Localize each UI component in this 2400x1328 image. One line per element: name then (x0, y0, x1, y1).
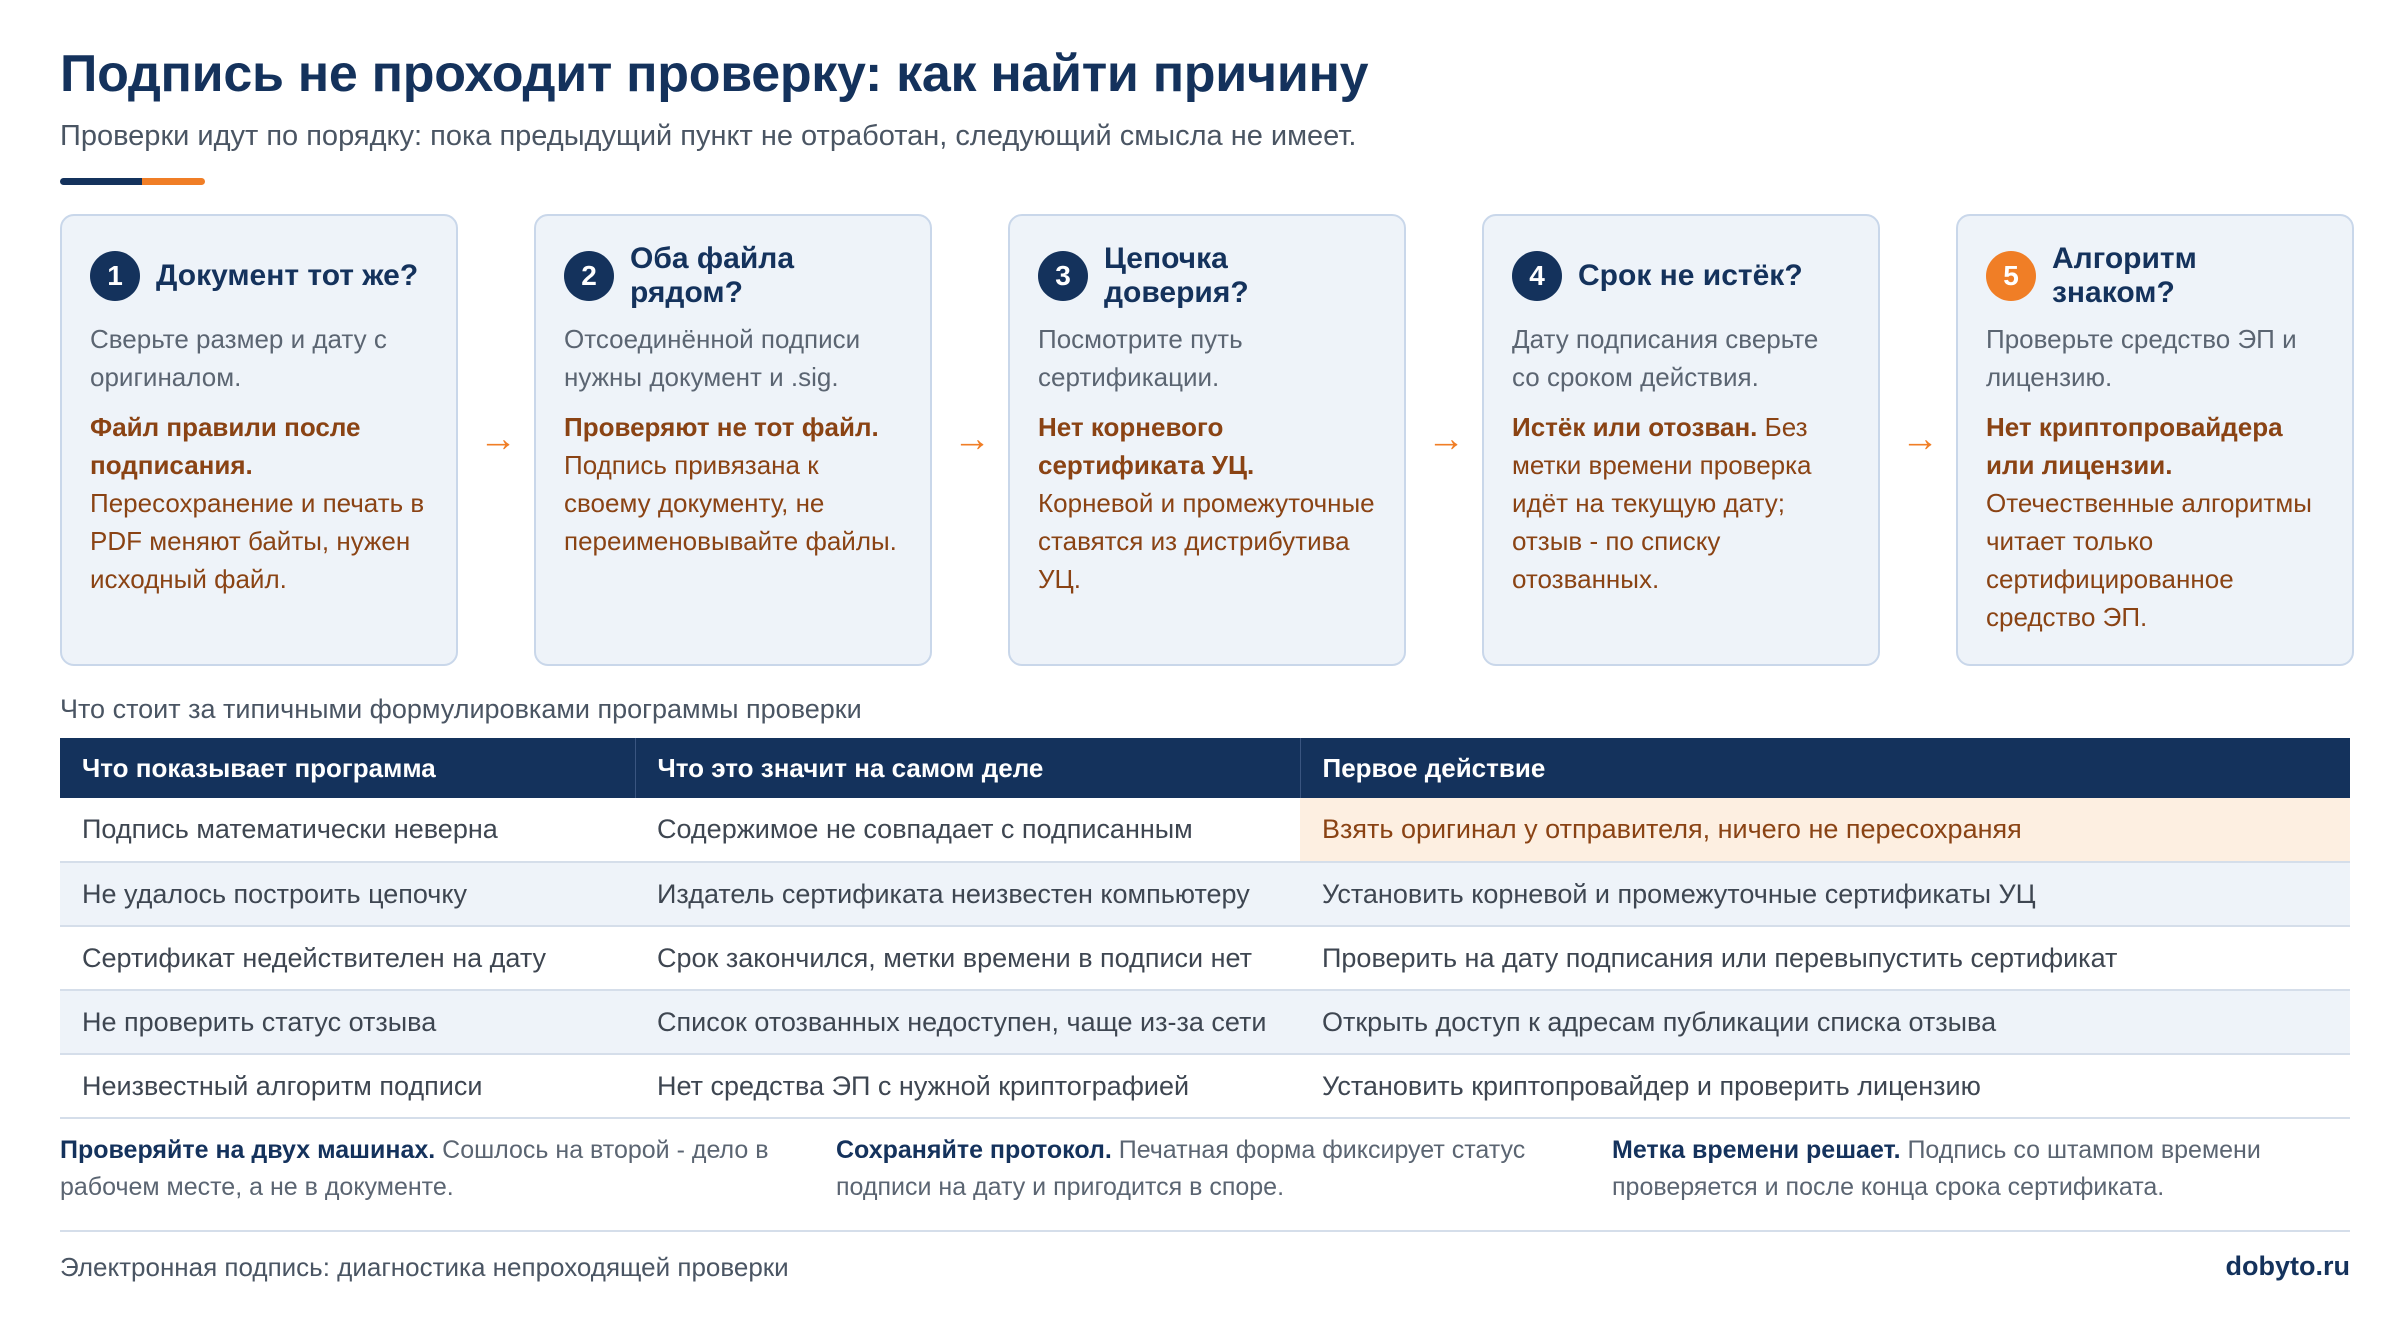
step-title: Документ тот же? (156, 259, 419, 292)
step-card-4 (1482, 214, 1880, 666)
step-card-3 (1008, 214, 1406, 666)
step-cause-text: Без метки времени проверка идёт на текущую дату; отзыв - по списку отозванных. (1512, 412, 1812, 594)
table-cell: Сертификат недействителен на дату (60, 926, 635, 990)
step-cause (1038, 408, 1376, 598)
accent-bar-navy (60, 178, 142, 185)
step-title: Цепочка доверия? (1104, 242, 1249, 309)
step-description: Проверьте средство ЭП и лицензию. (1986, 324, 2297, 392)
step-number-badge: 2 (564, 251, 614, 301)
step-card-header (90, 238, 428, 314)
table-cell: Список отозванных недоступен, чаще из-за сети (635, 990, 1300, 1054)
table-header-row (60, 738, 2350, 798)
table-row (60, 862, 2350, 926)
column-header: Что это значит на самом деле (635, 738, 1300, 798)
tip-text: Печатная форма фиксирует статус подписи на дату и пригодится в споре. (836, 1136, 1526, 1201)
page-title: Подпись не проходит проверку: как найти причину (60, 45, 1369, 103)
table-cell: Установить криптопровайдер и проверить лицензию (1300, 1054, 2350, 1118)
step-description: Дату подписания сверьте со сроком действия. (1512, 324, 1819, 392)
step-description: Сверьте размер и дату с оригиналом. (90, 324, 387, 392)
tip-bold: Сохраняйте протокол. (836, 1136, 1112, 1164)
footer-divider (60, 1230, 2350, 1232)
arrow-icon: → (479, 418, 517, 460)
step-cause-bold: Истёк или отозван. (1512, 412, 1758, 442)
step-cause-text: Подпись привязана к своему документу, не переименовывайте файлы. (564, 450, 897, 556)
arrow-icon: → (1427, 418, 1465, 460)
table-cell: Открыть доступ к адресам публикации списка отзыва (1300, 990, 2350, 1054)
table-row (60, 926, 2350, 990)
step-cause-bold: Файл правили после подписания. (90, 412, 361, 480)
step-cause (1986, 408, 2324, 636)
step-cause (564, 408, 902, 560)
page-subtitle: Проверки идут по порядку: пока предыдущий пункт не отработан, следующий смысла не имеет. (60, 120, 1357, 152)
step-cause-bold: Нет корневого сертификата УЦ. (1038, 412, 1255, 480)
step-card-header (1986, 238, 2324, 314)
step-title: Алгоритм знаком? (2052, 242, 2197, 309)
table-row (60, 990, 2350, 1054)
footer-caption: Электронная подпись: диагностика непроходящей проверки (60, 1252, 789, 1282)
diagnostics-table (60, 738, 2350, 1119)
tip (1612, 1132, 2352, 1206)
step-cause-bold: Проверяют не тот файл. (564, 412, 879, 442)
table-row (60, 1054, 2350, 1118)
table-cell-highlighted: Взять оригинал у отправителя, ничего не пересохраняя (1300, 798, 2350, 862)
column-header: Что показывает программа (60, 738, 635, 798)
step-number-badge: 5 (1986, 251, 2036, 301)
step-cause-text: Корневой и промежуточные ставятся из дистрибутива УЦ. (1038, 488, 1375, 594)
accent-bar-orange (142, 178, 205, 185)
step-card-header (1038, 238, 1376, 314)
step-card-header (1512, 238, 1850, 314)
column-header: Первое действие (1300, 738, 2350, 798)
table-caption: Что стоит за типичными формулировками программы проверки (60, 694, 862, 724)
step-number-badge: 3 (1038, 251, 1088, 301)
table-cell: Содержимое не совпадает с подписанным (635, 798, 1300, 862)
step-card-header (564, 238, 902, 314)
accent-bar (60, 178, 205, 185)
tip-bold: Проверяйте на двух машинах. (60, 1136, 436, 1164)
tip-text: Подпись со штампом времени проверяется и после конца срока сертификата. (1612, 1136, 2261, 1201)
table-cell: Нет средства ЭП с нужной криптографией (635, 1054, 1300, 1118)
table-cell: Издатель сертификата неизвестен компьютеру (635, 862, 1300, 926)
step-card-5 (1956, 214, 2354, 666)
table-cell: Подпись математически неверна (60, 798, 635, 862)
arrow-icon: → (1901, 418, 1939, 460)
step-cause-text: Отечественные алгоритмы читает только сертифицированное средство ЭП. (1986, 488, 2312, 632)
step-cause-bold: Нет криптопровайдера или лицензии. (1986, 412, 2283, 480)
tip (60, 1132, 800, 1206)
step-description: Посмотрите путь сертификации. (1038, 324, 1243, 392)
step-title: Оба файла рядом? (630, 242, 795, 309)
table-row (60, 798, 2350, 862)
step-title: Срок не истёк? (1578, 259, 1803, 292)
footer-site-link[interactable]: dobyto.ru (2225, 1251, 2350, 1281)
step-cause (1512, 408, 1850, 598)
table-cell: Срок закончился, метки времени в подписи нет (635, 926, 1300, 990)
table-cell: Неизвестный алгоритм подписи (60, 1054, 635, 1118)
step-cause-text: Пересохранение и печать в PDF меняют байты, нужен исходный файл. (90, 488, 425, 594)
step-number-badge: 1 (90, 251, 140, 301)
table-cell: Установить корневой и промежуточные сертификаты УЦ (1300, 862, 2350, 926)
table-cell: Проверить на дату подписания или перевыпустить сертификат (1300, 926, 2350, 990)
tip-bold: Метка времени решает. (1612, 1136, 1901, 1164)
table-cell: Не удалось построить цепочку (60, 862, 635, 926)
step-description: Отсоединённой подписи нужны документ и .sig. (564, 324, 861, 392)
step-number-badge: 4 (1512, 251, 1562, 301)
tip-text: Сошлось на второй - дело в рабочем месте, а не в документе. (60, 1136, 769, 1201)
step-cause (90, 408, 428, 598)
arrow-icon: → (953, 418, 991, 460)
tip (836, 1132, 1576, 1206)
step-card-2 (534, 214, 932, 666)
step-card-1 (60, 214, 458, 666)
table-cell: Не проверить статус отзыва (60, 990, 635, 1054)
